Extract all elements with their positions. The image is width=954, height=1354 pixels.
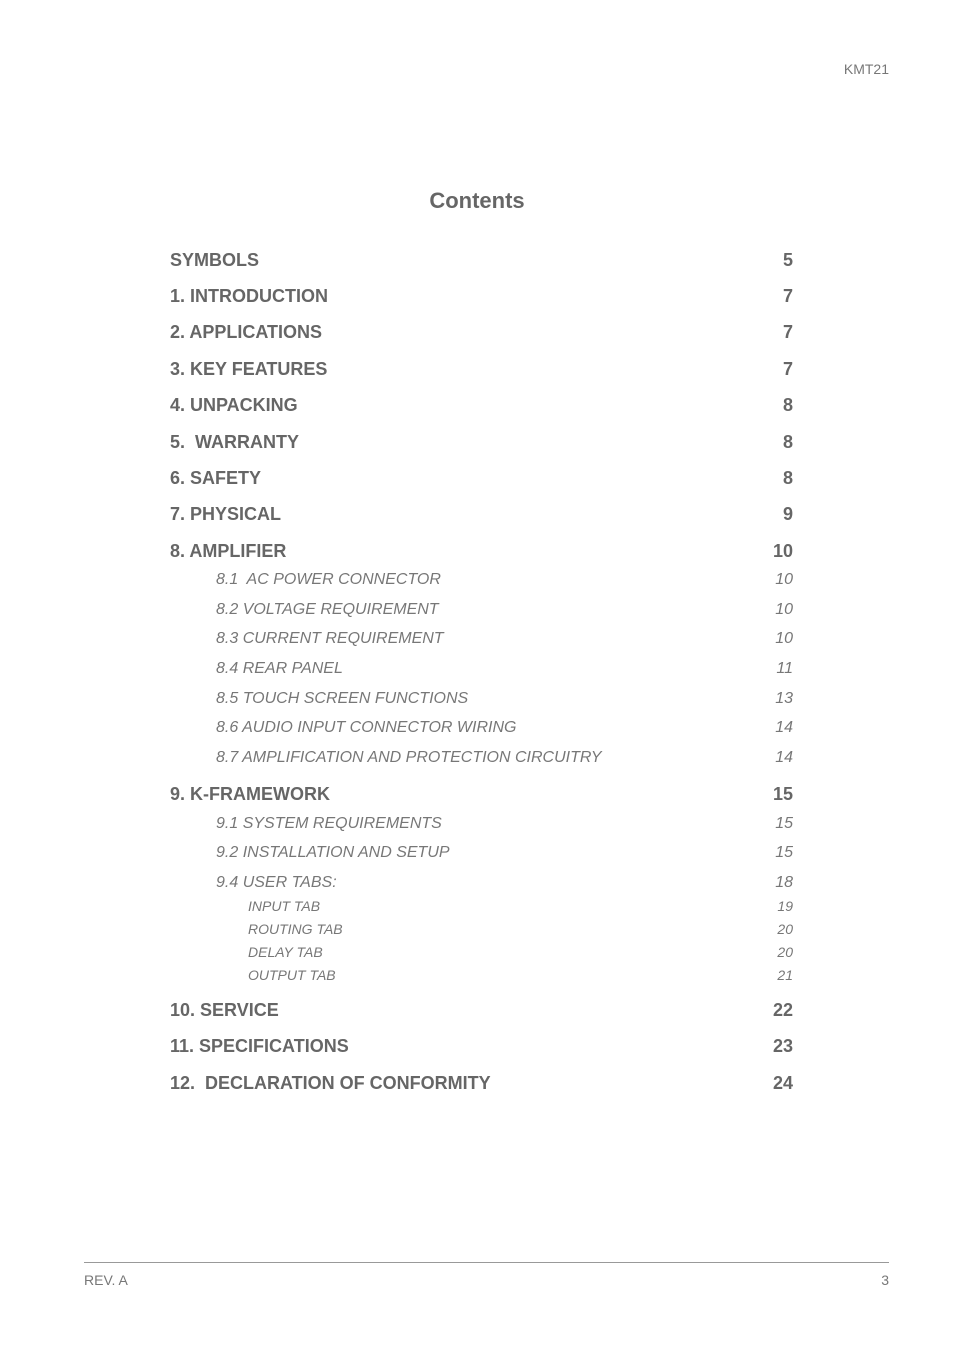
toc-entry[interactable] bbox=[170, 571, 793, 589]
toc-entry-page: 24 bbox=[772, 1073, 793, 1093]
toc-entry-page: 9 bbox=[782, 504, 793, 524]
toc-entry[interactable] bbox=[170, 1073, 793, 1094]
toc-entry-page: 14 bbox=[775, 719, 793, 736]
toc-entry-label: DELAY TAB bbox=[248, 944, 323, 960]
toc-entry-label: 8.2 VOLTAGE REQUIREMENT bbox=[216, 601, 439, 618]
toc-entry[interactable] bbox=[170, 250, 793, 271]
toc-entry[interactable] bbox=[170, 1000, 793, 1021]
toc-entry[interactable] bbox=[170, 844, 793, 862]
toc-entry-page: 20 bbox=[777, 944, 793, 960]
toc-entry-page: 18 bbox=[775, 874, 793, 891]
toc-entry-label: 8.1 AC POWER CONNECTOR bbox=[216, 571, 441, 588]
toc-entry[interactable] bbox=[170, 898, 793, 914]
toc-entry-label: 9.1 SYSTEM REQUIREMENTS bbox=[216, 815, 442, 832]
toc-entry[interactable] bbox=[170, 921, 793, 937]
toc-entry-label: 2. APPLICATIONS bbox=[170, 322, 323, 342]
toc-entry-page: 21 bbox=[777, 967, 793, 983]
toc-entry-page: 8 bbox=[782, 432, 793, 452]
toc-entry[interactable] bbox=[170, 690, 793, 708]
toc-entry-page: 10 bbox=[772, 541, 793, 561]
toc-entry-label: INPUT TAB bbox=[248, 898, 321, 914]
toc-entry-label: 1. INTRODUCTION bbox=[170, 286, 329, 306]
toc-entry-page: 10 bbox=[775, 630, 793, 647]
toc-entry[interactable] bbox=[170, 359, 793, 380]
toc-entry-page: 20 bbox=[777, 921, 793, 937]
toc-entry-label: 6. SAFETY bbox=[170, 468, 262, 488]
toc-entry-label: 8.7 AMPLIFICATION AND PROTECTION CIRCUITRY bbox=[216, 749, 602, 766]
toc-entry[interactable] bbox=[170, 504, 793, 525]
toc-entry-label: 9. K-FRAMEWORK bbox=[170, 784, 330, 804]
toc-entry-label: 8.5 TOUCH SCREEN FUNCTIONS bbox=[216, 690, 469, 707]
toc-entry-page: 13 bbox=[775, 690, 793, 707]
page-title: Contents bbox=[429, 188, 525, 213]
toc-entry-label: SYMBOLS bbox=[170, 250, 260, 270]
toc-entry[interactable] bbox=[170, 468, 793, 489]
toc-entry[interactable] bbox=[170, 784, 793, 805]
toc-entry[interactable] bbox=[170, 815, 793, 833]
toc-entry-label: 4. UNPACKING bbox=[170, 395, 298, 415]
toc-entry-label: 8.6 AUDIO INPUT CONNECTOR WIRING bbox=[216, 719, 517, 736]
toc-entry[interactable] bbox=[170, 322, 793, 343]
toc-entry-label: 8.3 CURRENT REQUIREMENT bbox=[216, 630, 444, 647]
footer-revision: REV. A bbox=[84, 1272, 128, 1288]
toc-entry-page: 10 bbox=[775, 601, 793, 618]
toc-entry-page: 8 bbox=[782, 468, 793, 488]
toc-entry-page: 23 bbox=[772, 1036, 793, 1056]
toc-entry-page: 7 bbox=[782, 322, 793, 342]
toc-entry[interactable] bbox=[170, 1036, 793, 1057]
toc-entry-page: 19 bbox=[777, 898, 793, 914]
toc-entry-page: 7 bbox=[782, 286, 793, 306]
toc-entry-page: 7 bbox=[782, 359, 793, 379]
toc-entry-label: 3. KEY FEATURES bbox=[170, 359, 328, 379]
toc-entry-page: 15 bbox=[775, 844, 793, 861]
document-code: KMT21 bbox=[843, 61, 889, 77]
toc-entry-label: 12. DECLARATION OF CONFORMITY bbox=[170, 1073, 491, 1093]
footer-page-number: 3 bbox=[881, 1272, 889, 1288]
toc-entry[interactable] bbox=[170, 286, 793, 307]
toc-entry-page: 8 bbox=[782, 395, 793, 415]
toc-entry[interactable] bbox=[170, 874, 793, 892]
toc-entry[interactable] bbox=[170, 541, 793, 562]
toc-entry-page: 14 bbox=[775, 749, 793, 766]
toc-entry[interactable] bbox=[170, 967, 793, 983]
toc-entry[interactable] bbox=[170, 395, 793, 416]
footer-divider bbox=[84, 1262, 889, 1263]
toc-entry-page: 11 bbox=[776, 660, 793, 677]
toc-entry-label: ROUTING TAB bbox=[248, 921, 343, 937]
toc-entry-page: 15 bbox=[772, 784, 793, 804]
toc-entry-label: 8.4 REAR PANEL bbox=[216, 660, 343, 677]
toc-entry-label: 5. WARRANTY bbox=[170, 432, 300, 452]
toc-entry-page: 10 bbox=[775, 571, 793, 588]
toc-entry[interactable] bbox=[170, 630, 793, 648]
toc-entry-label: 8. AMPLIFIER bbox=[170, 541, 287, 561]
toc-entry-label: 7. PHYSICAL bbox=[170, 504, 282, 524]
toc-entry[interactable] bbox=[170, 719, 793, 737]
toc-entry-label: 9.2 INSTALLATION AND SETUP bbox=[216, 844, 450, 861]
toc-entry[interactable] bbox=[170, 749, 793, 767]
toc-entry-page: 15 bbox=[775, 815, 793, 832]
toc-entry[interactable] bbox=[170, 660, 793, 678]
toc-entry-label: 11. SPECIFICATIONS bbox=[170, 1036, 349, 1056]
toc-entry-label: OUTPUT TAB bbox=[248, 967, 336, 983]
toc-entry-label: 10. SERVICE bbox=[170, 1000, 279, 1020]
toc-entry[interactable] bbox=[170, 601, 793, 619]
toc-entry[interactable] bbox=[170, 944, 793, 960]
toc-entry-label: 9.4 USER TABS: bbox=[216, 874, 337, 891]
toc-entry-page: 5 bbox=[782, 250, 793, 270]
toc-entry-page: 22 bbox=[772, 1000, 793, 1020]
toc-entry[interactable] bbox=[170, 432, 793, 453]
